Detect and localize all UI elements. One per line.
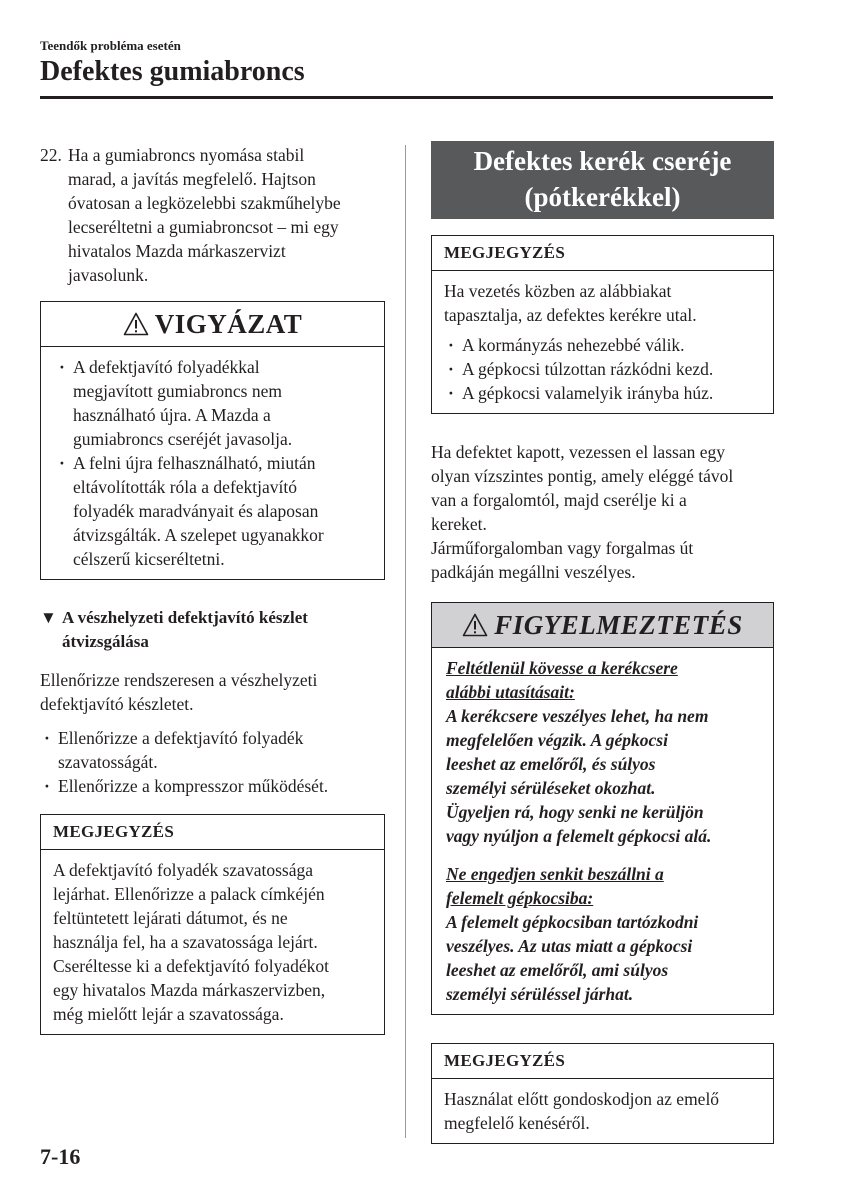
- title-rule: [40, 96, 773, 99]
- step-22: [40, 143, 385, 287]
- warning-line: személyi sérüléseket okozhat.: [446, 778, 656, 798]
- warning-body: [432, 648, 773, 1014]
- note-title: MEGJEGYZÉS: [432, 1044, 773, 1079]
- warning-head-line: alábbi utasításait:: [446, 682, 575, 702]
- check-line: · Ellenőrizze a kompresszor működését.: [58, 776, 329, 796]
- subsection-title-line: átvizsgálása: [62, 632, 149, 651]
- warning-line: személyi sérüléssel járhat.: [446, 984, 634, 1004]
- note-line: használja fel, ha a szavatossága lejárt.: [53, 932, 318, 952]
- warning-triangle-icon: [123, 312, 149, 336]
- warning-head-line: Feltétlenül kövesse a kerékcsere: [446, 658, 678, 678]
- note-line: tapasztalja, az defektes kerékre utal.: [444, 305, 697, 325]
- note-line: feltüntetett lejárati dátumot, és ne: [53, 908, 288, 928]
- note-box: [431, 1043, 774, 1144]
- warning-triangle-icon: [462, 613, 488, 637]
- subsection-title-line: A vészhelyzeti defektjavító készlet: [62, 608, 308, 627]
- note-title: MEGJEGYZÉS: [432, 236, 773, 271]
- note-title: MEGJEGYZÉS: [41, 815, 384, 850]
- caution-line: eltávolították róla a defektjavító: [73, 477, 298, 497]
- note-body: [432, 1079, 773, 1143]
- caution-line: · A defektjavító folyadékkal: [73, 357, 260, 377]
- section-heading-line: Defektes kerék cseréje: [473, 146, 732, 176]
- note-line: Ha vezetés közben az alábbiakat: [444, 281, 672, 301]
- body-line: Ha defektet kapott, vezessen el lassan egy: [431, 442, 725, 462]
- left-column: [40, 143, 385, 1035]
- intro-line: defektjavító készletet.: [40, 694, 194, 714]
- note-line: megfelelő kenéséről.: [444, 1113, 590, 1133]
- caution-line: használható újra. A Mazda a: [73, 405, 271, 425]
- section-label: Teendők probléma esetén: [40, 38, 181, 53]
- note-body: [41, 850, 384, 1034]
- check-list: [40, 726, 385, 798]
- warning-line: leeshet az emelőről, és súlyos: [446, 754, 656, 774]
- body-line: Járműforgalomban vagy forgalmas út: [431, 538, 694, 558]
- caution-line: · A felni újra felhasználható, miután: [73, 453, 316, 473]
- column-divider: [405, 145, 406, 1138]
- caution-item: [55, 355, 372, 451]
- caution-title: VIGYÁZAT: [154, 309, 303, 339]
- section-heading: [431, 141, 774, 219]
- note-line: Használat előtt gondoskodjon az emelő: [444, 1089, 720, 1109]
- note-box: [431, 235, 774, 414]
- note-line: még mielőtt lejár a szavatossága.: [53, 1004, 284, 1024]
- triangle-down-icon: ▼: [40, 608, 57, 627]
- note-line: A defektjavító folyadék szavatossága: [53, 860, 313, 880]
- section-heading-line: (pótkerékkel): [524, 182, 681, 212]
- step-line: marad, a javítás megfelelő. Hajtson: [68, 169, 316, 189]
- caution-line: megjavított gumiabroncs nem: [73, 381, 282, 401]
- right-column: [431, 141, 774, 1144]
- step-text: [68, 143, 385, 287]
- warning-head-line: felemelt gépkocsiba:: [446, 888, 594, 908]
- note-body: [432, 271, 773, 413]
- warning-line: vagy nyúljon a felemelt gépkocsi alá.: [446, 826, 712, 846]
- body-paragraph: [431, 440, 774, 584]
- step-line: óvatosan a legközelebbi szakműhelybe: [68, 193, 341, 213]
- step-line: hivatalos Mazda márkaszervizt: [68, 241, 286, 261]
- note-line: egy hivatalos Mazda márkaszervizben,: [53, 980, 326, 1000]
- caution-body: [41, 347, 384, 579]
- body-line: kereket.: [431, 514, 487, 534]
- warning-line: leeshet az emelőről, ami súlyos: [446, 960, 669, 980]
- step-line: Ha a gumiabroncs nyomása stabil: [68, 145, 305, 165]
- caution-line: átvizsgálták. A szelepet ugyanakkor: [73, 525, 324, 545]
- caution-box: [40, 301, 385, 580]
- warning-box: [431, 602, 774, 1015]
- warning-line: megfelelően végzik. A gépkocsi: [446, 730, 668, 750]
- page-number: 7-16: [40, 1144, 81, 1169]
- intro-line: Ellenőrizze rendszeresen a vészhelyzeti: [40, 670, 318, 690]
- caution-item: [55, 451, 372, 571]
- note-line: lejárhat. Ellenőrizze a palack címkéjén: [53, 884, 325, 904]
- intro-paragraph: [40, 668, 385, 716]
- note-line: Cseréltesse ki a defektjavító folyadékot: [53, 956, 330, 976]
- symptom-item: · A gépkocsi túlzottan rázkódni kezd.: [444, 357, 761, 381]
- warning-line: A felemelt gépkocsiban tartózkodni: [446, 912, 699, 932]
- body-line: van a forgalomtól, majd cserélje ki a: [431, 490, 687, 510]
- body-line: padkáján megállni veszélyes.: [431, 562, 636, 582]
- check-item: [40, 726, 385, 774]
- warning-header: [432, 603, 773, 648]
- caution-line: gumiabroncs cseréjét javasolja.: [73, 429, 293, 449]
- check-line: szavatosságát.: [58, 752, 158, 772]
- subsection-heading: [40, 606, 385, 654]
- symptom-item: · A gépkocsi valamelyik irányba húz.: [444, 381, 761, 405]
- caution-line: folyadék maradványait és alaposan: [73, 501, 319, 521]
- warning-line: A kerékcsere veszélyes lehet, ha nem: [446, 706, 709, 726]
- warning-title: FIGYELMEZTETÉS: [494, 610, 743, 640]
- warning-head-line: Ne engedjen senkit beszállni a: [446, 864, 664, 884]
- step-number: 22.: [40, 145, 62, 165]
- warning-line: Ügyeljen rá, hogy senki ne kerüljön: [446, 802, 704, 822]
- caution-line: célszerű kicseréltetni.: [73, 549, 225, 569]
- step-line: javasolunk.: [68, 265, 149, 285]
- check-item: [40, 774, 385, 798]
- warning-line: veszélyes. Az utas miatt a gépkocsi: [446, 936, 693, 956]
- caution-header: [41, 302, 384, 347]
- symptom-item: · A kormányzás nehezebbé válik.: [444, 333, 761, 357]
- page-title: Defektes gumiabroncs: [40, 56, 305, 87]
- note-box: [40, 814, 385, 1035]
- step-line: lecseréltetni a gumiabroncsot – mi egy: [68, 217, 339, 237]
- check-line: · Ellenőrizze a defektjavító folyadék: [58, 728, 304, 748]
- body-line: olyan vízszintes pontig, amely eléggé távol: [431, 466, 734, 486]
